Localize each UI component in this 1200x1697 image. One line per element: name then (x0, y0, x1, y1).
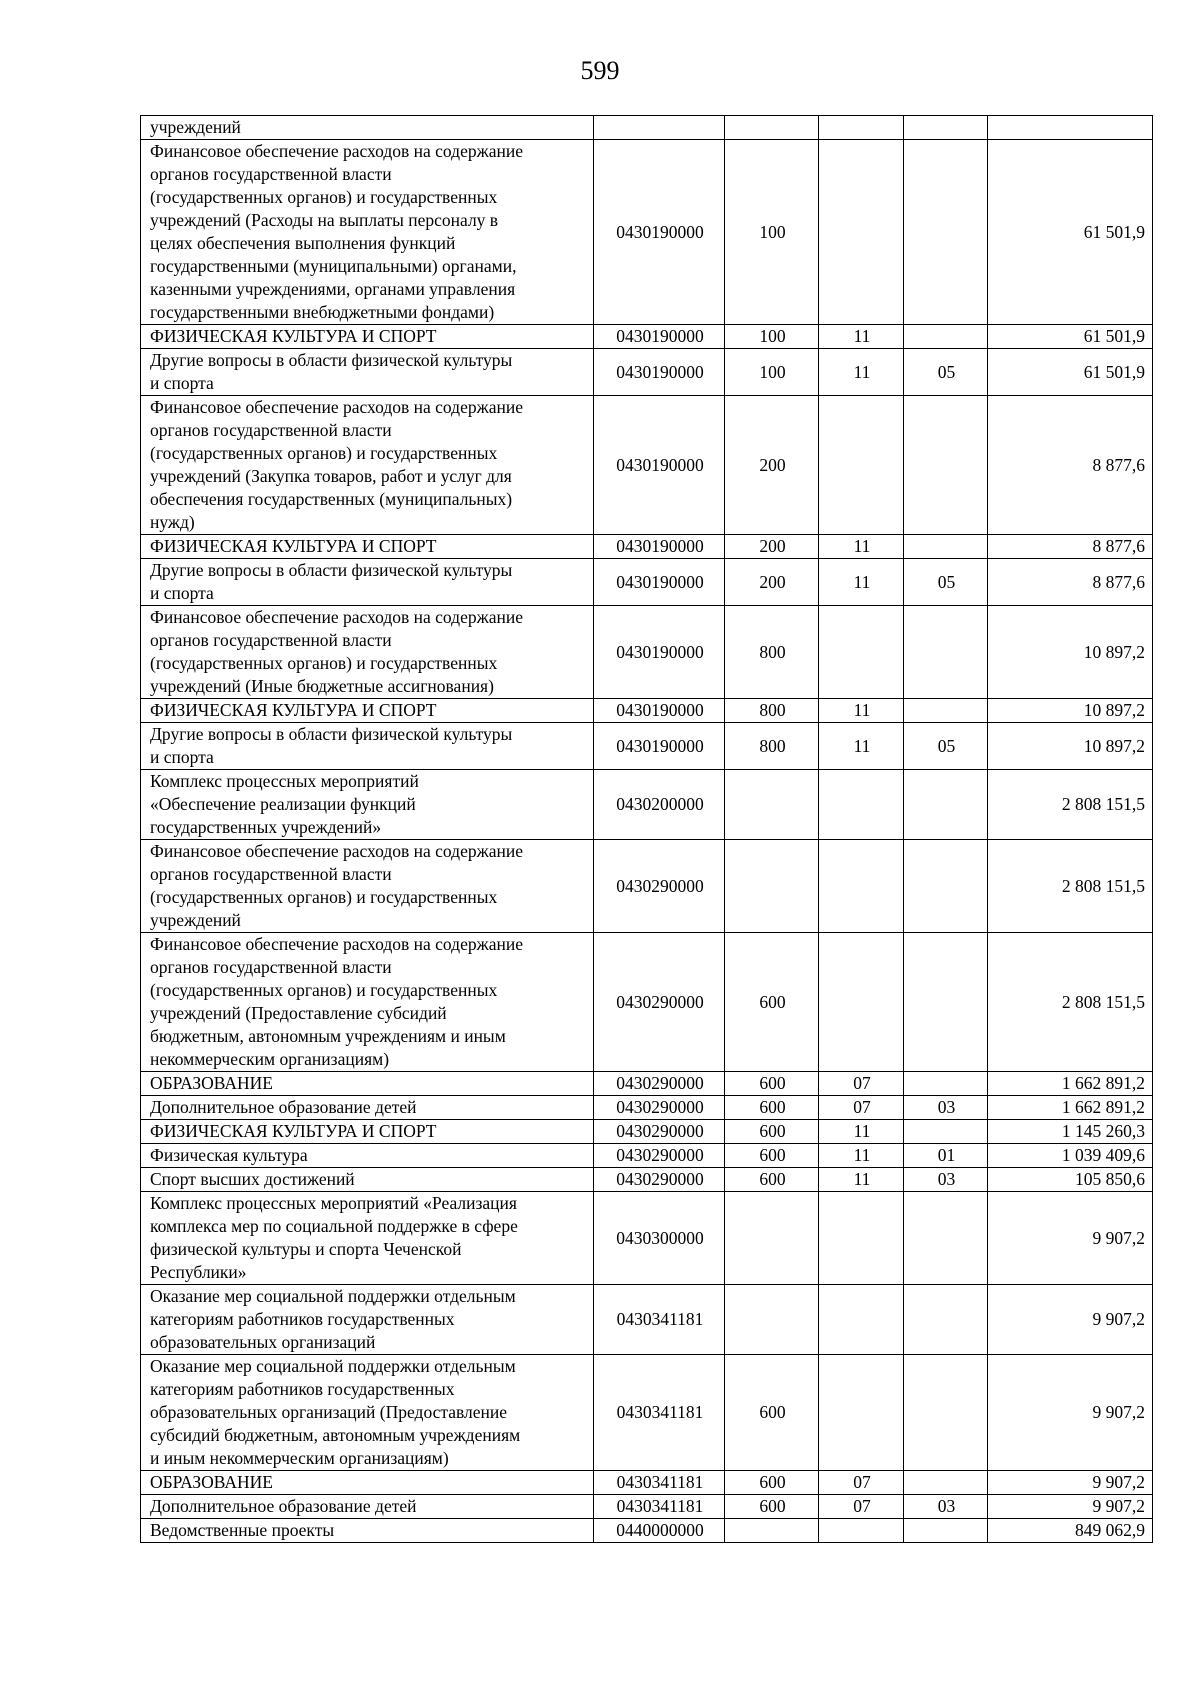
row-csr-cell: 0440000000 (594, 1519, 725, 1543)
row-vr-cell: 600 (725, 1072, 819, 1096)
row-pr-cell (904, 1285, 988, 1355)
row-pr-cell (904, 1120, 988, 1144)
row-csr-cell: 0430290000 (594, 1072, 725, 1096)
row-rz-cell (819, 1285, 904, 1355)
row-rz-cell (819, 770, 904, 840)
row-csr-cell: 0430190000 (594, 606, 725, 699)
row-vr-cell: 800 (725, 723, 819, 770)
row-sum-cell: 1 662 891,2 (988, 1096, 1153, 1120)
table-row (141, 770, 1153, 840)
table-row (141, 1495, 1153, 1519)
row-pr-cell: 01 (904, 1144, 988, 1168)
row-sum-cell: 10 897,2 (988, 699, 1153, 723)
row-vr-cell: 200 (725, 559, 819, 606)
row-pr-cell (904, 606, 988, 699)
budget-table-body (141, 116, 1153, 1543)
table-row (141, 606, 1153, 699)
row-name-cell: Дополнительное образование детей (141, 1495, 594, 1519)
row-sum-cell: 61 501,9 (988, 349, 1153, 396)
table-row (141, 1144, 1153, 1168)
table-row (141, 723, 1153, 770)
row-rz-cell: 11 (819, 349, 904, 396)
row-csr-cell: 0430190000 (594, 535, 725, 559)
row-name-cell: Другие вопросы в области физической культуры и спорта (141, 349, 594, 396)
row-rz-cell: 07 (819, 1072, 904, 1096)
row-csr-cell: 0430190000 (594, 396, 725, 535)
table-row (141, 1072, 1153, 1096)
row-pr-cell (904, 840, 988, 933)
row-pr-cell (904, 1192, 988, 1285)
row-name-cell: Оказание мер социальной поддержки отдельным категориям работников государственных образовательных организаций (Предоставление субсидий бюджетным, автономным учреждениям и иным некоммерческим организациям) (141, 1355, 594, 1471)
row-vr-cell: 800 (725, 699, 819, 723)
row-pr-cell (904, 325, 988, 349)
table-row (141, 1519, 1153, 1543)
row-rz-cell (819, 1355, 904, 1471)
row-name-cell: Финансовое обеспечение расходов на содержание органов государственной власти (государственных органов) и государственных учреждений (141, 840, 594, 933)
row-name-cell: Финансовое обеспечение расходов на содержание органов государственной власти (государственных органов) и государственных учреждений (Предоставление субсидий бюджетным, автономным учреждениям и иным некоммерческим организациям) (141, 933, 594, 1072)
table-row (141, 140, 1153, 325)
row-csr-cell: 0430341181 (594, 1285, 725, 1355)
row-name-cell: ФИЗИЧЕСКАЯ КУЛЬТУРА И СПОРТ (141, 1120, 594, 1144)
row-pr-cell (904, 1519, 988, 1543)
row-rz-cell (819, 1519, 904, 1543)
row-vr-cell (725, 1285, 819, 1355)
row-name-cell: ОБРАЗОВАНИЕ (141, 1072, 594, 1096)
row-rz-cell: 11 (819, 1168, 904, 1192)
row-csr-cell: 0430341181 (594, 1471, 725, 1495)
table-row (141, 116, 1153, 140)
row-name-cell: Другие вопросы в области физической культуры и спорта (141, 723, 594, 770)
row-sum-cell: 9 907,2 (988, 1471, 1153, 1495)
row-rz-cell (819, 840, 904, 933)
row-csr-cell: 0430341181 (594, 1355, 725, 1471)
row-name-cell: Финансовое обеспечение расходов на содержание органов государственной власти (государственных органов) и государственных учреждений (Расходы на выплаты персоналу в целях обеспечения выполнения функций государственными (муниципальными) органами, казенными учреждениями, органами управления государственными внебюджетными фондами) (141, 140, 594, 325)
row-rz-cell (819, 606, 904, 699)
table-row (141, 1355, 1153, 1471)
row-csr-cell: 0430290000 (594, 1120, 725, 1144)
row-rz-cell (819, 1192, 904, 1285)
row-csr-cell: 0430290000 (594, 1168, 725, 1192)
row-rz-cell: 07 (819, 1495, 904, 1519)
row-sum-cell: 61 501,9 (988, 140, 1153, 325)
row-csr-cell: 0430190000 (594, 723, 725, 770)
table-row (141, 325, 1153, 349)
row-name-cell: Финансовое обеспечение расходов на содержание органов государственной власти (государственных органов) и государственных учреждений (Иные бюджетные ассигнования) (141, 606, 594, 699)
row-rz-cell: 11 (819, 535, 904, 559)
row-vr-cell: 600 (725, 1495, 819, 1519)
row-sum-cell: 8 877,6 (988, 559, 1153, 606)
row-rz-cell: 07 (819, 1471, 904, 1495)
row-vr-cell: 100 (725, 325, 819, 349)
table-row (141, 1096, 1153, 1120)
row-vr-cell: 600 (725, 1355, 819, 1471)
row-sum-cell: 8 877,6 (988, 535, 1153, 559)
row-vr-cell: 600 (725, 933, 819, 1072)
row-vr-cell: 100 (725, 349, 819, 396)
row-pr-cell: 05 (904, 349, 988, 396)
table-row (141, 1285, 1153, 1355)
table-row (141, 349, 1153, 396)
row-csr-cell: 0430341181 (594, 1495, 725, 1519)
row-vr-cell (725, 770, 819, 840)
row-pr-cell (904, 699, 988, 723)
row-pr-cell (904, 140, 988, 325)
row-sum-cell: 1 662 891,2 (988, 1072, 1153, 1096)
budget-table (140, 115, 1153, 1543)
row-sum-cell: 2 808 151,5 (988, 770, 1153, 840)
row-csr-cell: 0430300000 (594, 1192, 725, 1285)
row-pr-cell: 05 (904, 559, 988, 606)
row-pr-cell (904, 1355, 988, 1471)
row-sum-cell: 9 907,2 (988, 1355, 1153, 1471)
table-row (141, 1168, 1153, 1192)
row-name-cell: Другие вопросы в области физической культуры и спорта (141, 559, 594, 606)
row-sum-cell: 61 501,9 (988, 325, 1153, 349)
row-vr-cell: 100 (725, 140, 819, 325)
row-csr-cell (594, 116, 725, 140)
row-sum-cell: 9 907,2 (988, 1192, 1153, 1285)
row-rz-cell (819, 116, 904, 140)
row-rz-cell (819, 933, 904, 1072)
table-row (141, 396, 1153, 535)
row-sum-cell: 10 897,2 (988, 723, 1153, 770)
row-pr-cell: 03 (904, 1096, 988, 1120)
row-vr-cell: 600 (725, 1096, 819, 1120)
table-row (141, 1192, 1153, 1285)
table-row (141, 699, 1153, 723)
table-row (141, 1120, 1153, 1144)
table-row (141, 535, 1153, 559)
row-csr-cell: 0430290000 (594, 933, 725, 1072)
row-name-cell: Оказание мер социальной поддержки отдельным категориям работников государственных образовательных организаций (141, 1285, 594, 1355)
row-sum-cell: 1 145 260,3 (988, 1120, 1153, 1144)
row-name-cell: ФИЗИЧЕСКАЯ КУЛЬТУРА И СПОРТ (141, 325, 594, 349)
row-csr-cell: 0430290000 (594, 1144, 725, 1168)
row-vr-cell (725, 1519, 819, 1543)
row-name-cell: Комплекс процессных мероприятий «Реализация комплекса мер по социальной поддержке в сфере физической культуры и спорта Чеченской Республики» (141, 1192, 594, 1285)
row-csr-cell: 0430190000 (594, 325, 725, 349)
row-pr-cell (904, 1072, 988, 1096)
row-pr-cell (904, 1471, 988, 1495)
row-rz-cell: 11 (819, 723, 904, 770)
row-sum-cell: 10 897,2 (988, 606, 1153, 699)
row-vr-cell: 800 (725, 606, 819, 699)
row-rz-cell (819, 396, 904, 535)
row-csr-cell: 0430190000 (594, 349, 725, 396)
row-sum-cell: 8 877,6 (988, 396, 1153, 535)
row-pr-cell: 03 (904, 1168, 988, 1192)
row-pr-cell: 03 (904, 1495, 988, 1519)
table-row (141, 840, 1153, 933)
row-rz-cell: 11 (819, 699, 904, 723)
row-name-cell: Физическая культура (141, 1144, 594, 1168)
row-rz-cell (819, 140, 904, 325)
row-pr-cell (904, 535, 988, 559)
row-pr-cell (904, 116, 988, 140)
row-vr-cell: 200 (725, 535, 819, 559)
row-vr-cell: 600 (725, 1120, 819, 1144)
row-name-cell: ФИЗИЧЕСКАЯ КУЛЬТУРА И СПОРТ (141, 699, 594, 723)
row-pr-cell (904, 396, 988, 535)
row-sum-cell: 9 907,2 (988, 1495, 1153, 1519)
table-row (141, 1471, 1153, 1495)
row-csr-cell: 0430190000 (594, 140, 725, 325)
row-vr-cell: 600 (725, 1471, 819, 1495)
row-name-cell: ОБРАЗОВАНИЕ (141, 1471, 594, 1495)
row-vr-cell: 600 (725, 1168, 819, 1192)
row-vr-cell (725, 840, 819, 933)
row-sum-cell: 9 907,2 (988, 1285, 1153, 1355)
row-vr-cell: 600 (725, 1144, 819, 1168)
row-vr-cell (725, 116, 819, 140)
row-csr-cell: 0430290000 (594, 1096, 725, 1120)
row-sum-cell (988, 116, 1153, 140)
row-csr-cell: 0430190000 (594, 559, 725, 606)
page-number: 599 (580, 56, 620, 85)
row-name-cell: Комплекс процессных мероприятий «Обеспечение реализации функций государственных учреждений» (141, 770, 594, 840)
row-rz-cell: 11 (819, 1120, 904, 1144)
row-pr-cell (904, 933, 988, 1072)
row-sum-cell: 105 850,6 (988, 1168, 1153, 1192)
table-row (141, 559, 1153, 606)
row-rz-cell: 11 (819, 559, 904, 606)
row-pr-cell: 05 (904, 723, 988, 770)
row-name-cell: Ведомственные проекты (141, 1519, 594, 1543)
row-vr-cell: 200 (725, 396, 819, 535)
row-name-cell: Дополнительное образование детей (141, 1096, 594, 1120)
row-sum-cell: 849 062,9 (988, 1519, 1153, 1543)
row-csr-cell: 0430200000 (594, 770, 725, 840)
row-pr-cell (904, 770, 988, 840)
table-row (141, 933, 1153, 1072)
row-vr-cell (725, 1192, 819, 1285)
row-sum-cell: 1 039 409,6 (988, 1144, 1153, 1168)
row-name-cell: Финансовое обеспечение расходов на содержание органов государственной власти (государственных органов) и государственных учреждений (Закупка товаров, работ и услуг для обеспечения государственных (муниципальных) нужд) (141, 396, 594, 535)
row-csr-cell: 0430190000 (594, 699, 725, 723)
row-csr-cell: 0430290000 (594, 840, 725, 933)
row-sum-cell: 2 808 151,5 (988, 840, 1153, 933)
row-name-cell: Спорт высших достижений (141, 1168, 594, 1192)
row-sum-cell: 2 808 151,5 (988, 933, 1153, 1072)
row-rz-cell: 11 (819, 1144, 904, 1168)
row-rz-cell: 07 (819, 1096, 904, 1120)
row-name-cell: ФИЗИЧЕСКАЯ КУЛЬТУРА И СПОРТ (141, 535, 594, 559)
row-rz-cell: 11 (819, 325, 904, 349)
row-name-cell: учреждений (141, 116, 594, 140)
